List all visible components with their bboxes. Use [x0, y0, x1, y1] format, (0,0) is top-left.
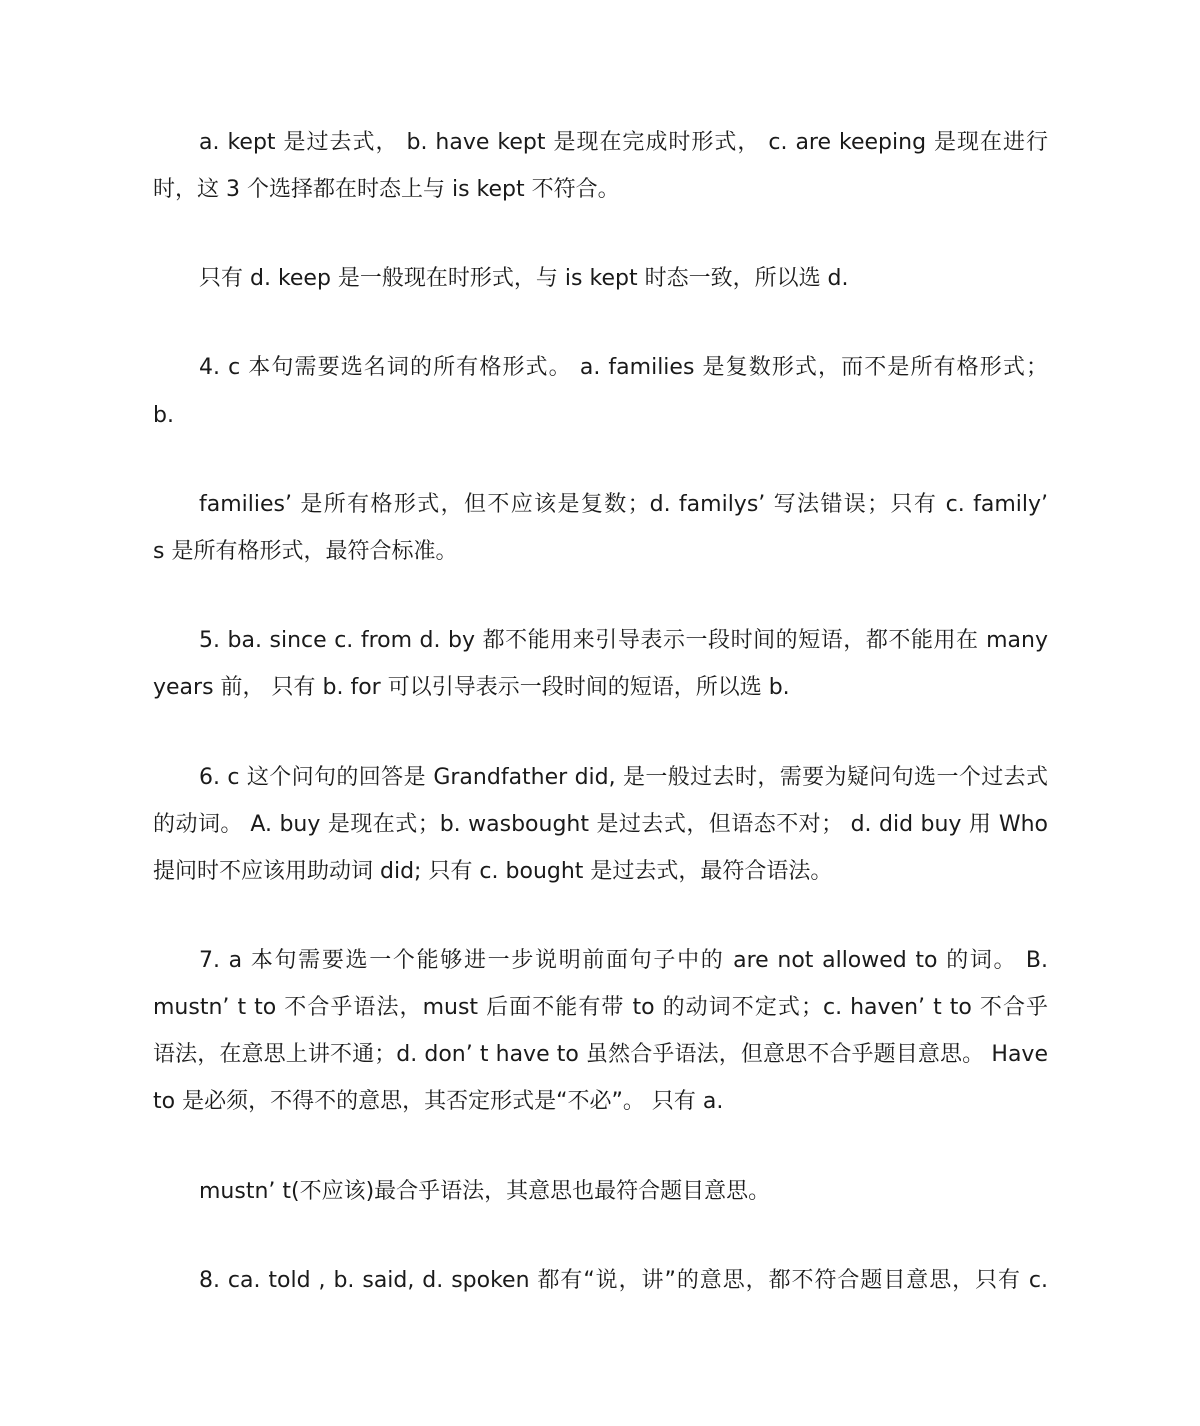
text-line: 的动词。 A. buy 是现在式；b. wasbought 是过去式，但语态不对； d. did buy 用 Who: [153, 812, 1048, 837]
text-line: 只有 d. keep 是一般现在时形式，与 is kept 时态一致，所以选 d.: [199, 266, 849, 291]
text-line: to 是必须，不得不的意思，其否定形式是“不必”。 只有 a.: [153, 1089, 724, 1114]
text-line: families’ 是所有格形式，但不应该是复数；d. familys’ 写法错误；只有 c. family’: [199, 492, 1048, 517]
text-line: 语法，在意思上讲不通；d. don’ t have to 虽然合乎语法，但意思不合乎题目意思。 Have: [153, 1042, 1048, 1067]
text-line: s 是所有格形式，最符合标准。: [153, 539, 458, 564]
text-line: 时，这 3 个选择都在时态上与 is kept 不符合。: [153, 177, 620, 202]
text-line: 5. ba. since c. from d. by 都不能用来引导表示一段时间的短语，都不能用在 many: [199, 628, 1048, 653]
text-line: b.: [153, 403, 174, 428]
text-line: 提问时不应该用助动词 did; 只有 c. bought 是过去式，最符合语法。: [153, 859, 833, 884]
text-line: mustn’ t to 不合乎语法，must 后面不能有带 to 的动词不定式；c. haven’ t to 不合乎: [153, 995, 1048, 1020]
text-line: 8. ca. told , b. said, d. spoken 都有“说，讲”的意思，都不符合题目意思，只有 c.: [199, 1268, 1048, 1293]
text-line: mustn’ t(不应该)最合乎语法，其意思也最符合题目意思。: [199, 1179, 771, 1204]
text-line: 7. a 本句需要选一个能够进一步说明前面句子中的 are not allowed to 的词。 B.: [199, 948, 1048, 973]
text-line: 6. c 这个问句的回答是 Grandfather did, 是一般过去时，需要为疑问句选一个过去式: [199, 765, 1048, 790]
text-line: 4. c 本句需要选名词的所有格形式。 a. families 是复数形式，而不是所有格形式；: [199, 355, 1048, 380]
text-line: a. kept 是过去式， b. have kept 是现在完成时形式， c. are keeping 是现在进行: [199, 130, 1048, 155]
text-line: years 前， 只有 b. for 可以引导表示一段时间的短语，所以选 b.: [153, 675, 790, 700]
